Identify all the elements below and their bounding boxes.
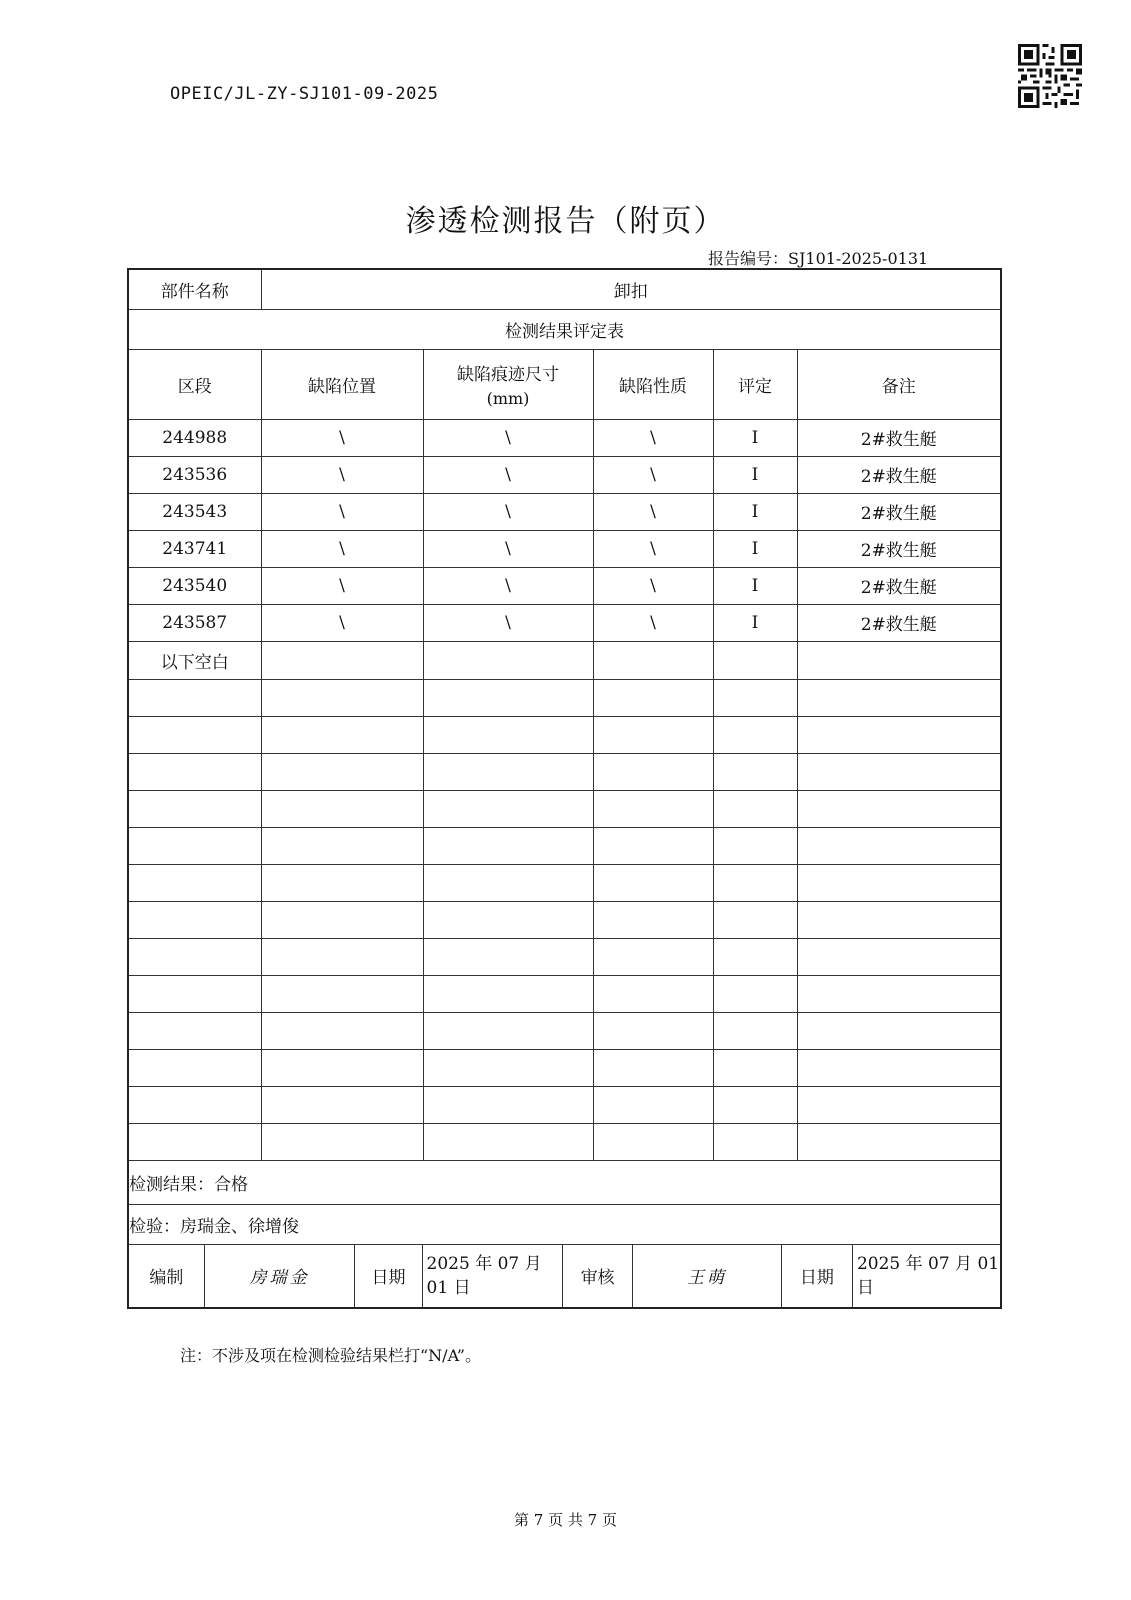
cell-segment: 243741: [128, 530, 261, 567]
document-code: OPEIC/JL-ZY-SJ101-09-2025: [170, 84, 439, 104]
report-number-label: 报告编号：: [708, 249, 789, 268]
cell-size: \: [423, 530, 593, 567]
cell-position: \: [261, 604, 423, 641]
cell-position: \: [261, 567, 423, 604]
cell-rating: I: [713, 530, 797, 567]
cell-size: \: [423, 419, 593, 456]
cell-nature: \: [593, 493, 713, 530]
cell-remark: 2#救生艇: [797, 419, 1001, 456]
col-header-position: 缺陷位置: [261, 349, 423, 419]
empty-row: [128, 1049, 1001, 1086]
col-header-size-unit: (mm): [486, 389, 530, 408]
report-number-value: SJ101-2025-0131: [788, 249, 929, 268]
cell-rating: I: [713, 567, 797, 604]
cell-segment: 243543: [128, 493, 261, 530]
table-row: [128, 456, 1001, 493]
cell-remark: 2#救生艇: [797, 456, 1001, 493]
blank-marker-row: [128, 641, 1001, 679]
empty-row: [128, 827, 1001, 864]
cell-size: \: [423, 604, 593, 641]
cell-rating: I: [713, 456, 797, 493]
empty-row: [128, 679, 1001, 716]
cell-segment: 243536: [128, 456, 261, 493]
empty-row: [128, 716, 1001, 753]
cell-position: \: [261, 419, 423, 456]
cell-rating: I: [713, 419, 797, 456]
qr-code-icon: [1018, 44, 1082, 108]
compile-date: 2025 年 07 月 01 日: [422, 1245, 562, 1307]
compiler-signature: 房瑞金: [204, 1245, 355, 1307]
cell-size: \: [423, 567, 593, 604]
col-header-size-text: 缺陷痕迹尺寸: [457, 365, 559, 385]
col-header-rating: 评定: [713, 349, 797, 419]
section-title: 检测结果评定表: [128, 309, 1001, 349]
cell-remark: 2#救生艇: [797, 493, 1001, 530]
result-cell: [128, 1160, 1001, 1204]
result-table: [127, 268, 1002, 1309]
review-date: 2025 年 07 月 01 日: [856, 1253, 1000, 1298]
col-header-remark: 备注: [797, 349, 1001, 419]
report-number: [708, 246, 928, 269]
review-label: 审核: [562, 1245, 632, 1307]
table-row: [128, 604, 1001, 641]
cell-segment: 244988: [128, 419, 261, 456]
cell-size: \: [423, 456, 593, 493]
cell-nature: \: [593, 604, 713, 641]
blank-marker: 以下空白: [128, 641, 261, 679]
cell-rating: I: [713, 493, 797, 530]
empty-row: [128, 753, 1001, 790]
inspectors-cell: [128, 1204, 1001, 1244]
empty-row: [128, 1123, 1001, 1160]
empty-row: [128, 1012, 1001, 1049]
cell-remark: 2#救生艇: [797, 530, 1001, 567]
table-row: [128, 530, 1001, 567]
cell-nature: \: [593, 419, 713, 456]
cell-remark: 2#救生艇: [797, 604, 1001, 641]
cell-nature: \: [593, 456, 713, 493]
col-header-size: [423, 349, 593, 419]
report-title: 渗透检测报告（附页）: [405, 204, 726, 239]
empty-row: [128, 864, 1001, 901]
compile-date-label: 日期: [355, 1245, 422, 1307]
table-row: [128, 567, 1001, 604]
empty-row: [128, 790, 1001, 827]
empty-row: [128, 1086, 1001, 1123]
reviewer-signature: 王萌: [633, 1245, 782, 1307]
part-name-label: 部件名称: [128, 269, 261, 309]
empty-row: [128, 975, 1001, 1012]
empty-row: [128, 901, 1001, 938]
cell-size: \: [423, 493, 593, 530]
col-header-nature: 缺陷性质: [593, 349, 713, 419]
footnote: 注：不涉及项在检测检验结果栏打“N/A”。: [180, 1346, 481, 1365]
table-row: [128, 419, 1001, 456]
result-value: 合格: [214, 1174, 248, 1195]
table-row: [128, 493, 1001, 530]
cell-position: \: [261, 493, 423, 530]
review-date-label: 日期: [781, 1245, 852, 1307]
compile-label: 编制: [129, 1245, 204, 1307]
cell-segment: 243587: [128, 604, 261, 641]
signoff-table: [129, 1245, 1000, 1307]
cell-position: \: [261, 456, 423, 493]
cell-remark: 2#救生艇: [797, 567, 1001, 604]
part-name-value: 卸扣: [261, 269, 1001, 309]
col-header-segment: 区段: [128, 349, 261, 419]
cell-nature: \: [593, 530, 713, 567]
inspectors-value: 房瑞金、徐增俊: [180, 1216, 299, 1237]
result-label: 检测结果：: [129, 1174, 214, 1195]
cell-position: \: [261, 530, 423, 567]
signoff-row: [128, 1244, 1001, 1308]
cell-nature: \: [593, 567, 713, 604]
cell-rating: I: [713, 604, 797, 641]
page-number: 第 7 页 共 7 页: [514, 1511, 617, 1529]
inspectors-label: 检验：: [129, 1216, 180, 1237]
cell-segment: 243540: [128, 567, 261, 604]
empty-row: [128, 938, 1001, 975]
